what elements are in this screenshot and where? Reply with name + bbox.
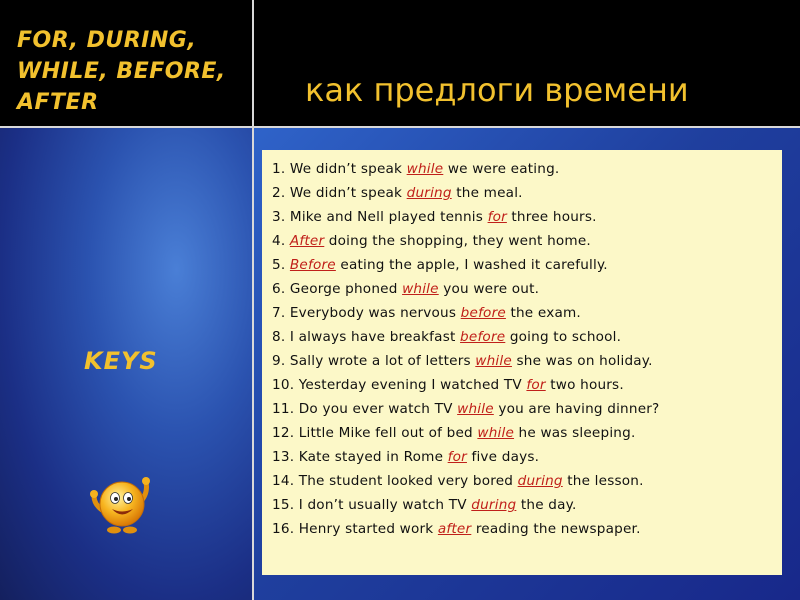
answer-text: 16. Henry started work [272, 521, 438, 537]
smiley-icon [88, 470, 158, 540]
answer-line [272, 445, 782, 469]
answer-text: she was on holiday. [511, 353, 653, 369]
answer-text: 12. Little Mike fell out of bed [272, 425, 478, 441]
answer-keyword: while [477, 425, 515, 441]
answer-line [272, 397, 782, 421]
answer-text: 1. We didn’t speak [272, 161, 407, 177]
answer-line [272, 421, 782, 445]
answer-keyword: before [460, 329, 506, 345]
answer-keyword: After [289, 233, 325, 249]
answer-text: eating the apple, I washed it carefully. [335, 257, 608, 273]
answer-line [272, 301, 782, 325]
answer-text: 2. We didn’t speak [272, 185, 407, 201]
keys-label: KEYS [84, 347, 158, 375]
answer-text: 13. Kate stayed in Rome [272, 449, 448, 465]
answer-text: 8. I always have breakfast [272, 329, 461, 345]
answer-line [272, 493, 782, 517]
answer-line [272, 157, 782, 181]
answer-text: 7. Everybody was nervous [272, 305, 461, 321]
answer-text: reading the newspaper. [471, 521, 641, 537]
answer-text: you were out. [438, 281, 540, 297]
answer-text: 10. Yesterday evening I watched TV [272, 377, 527, 393]
slide-title: FOR, DURING, WHILE, BEFORE, AFTER [17, 28, 226, 115]
answer-line [272, 349, 782, 373]
answer-keyword: while [475, 353, 512, 369]
answer-text: 3. Mike and Nell played tennis [272, 209, 488, 225]
answer-text: 4. [272, 233, 290, 249]
answer-text: 15. I don’t usually watch TV [272, 497, 472, 513]
answer-text: 5. [272, 257, 290, 273]
answer-text: the exam. [505, 305, 581, 321]
answer-line [272, 205, 782, 229]
answer-text: the meal. [451, 185, 523, 201]
answer-keyword: while [406, 161, 444, 177]
answer-keyword: for [447, 449, 467, 465]
vertical-divider [252, 0, 254, 600]
answer-line [272, 181, 782, 205]
answer-key-box [262, 150, 782, 575]
answer-line [272, 253, 782, 277]
answer-keyword: during [517, 473, 563, 489]
answer-text: he was sleeping. [514, 425, 636, 441]
smiley-icon-svg [88, 470, 158, 540]
slide-subtitle: как предлоги времени [305, 71, 689, 109]
answer-text: the lesson. [562, 473, 644, 489]
answer-keyword: during [406, 185, 452, 201]
answer-line [272, 373, 782, 397]
answer-text: 9. Sally wrote a lot of letters [272, 353, 476, 369]
answer-keyword: for [526, 377, 546, 393]
answer-keyword: Before [289, 257, 336, 273]
answer-text: three hours. [506, 209, 597, 225]
answer-keyword: for [487, 209, 507, 225]
answer-text: doing the shopping, they went home. [324, 233, 591, 249]
answer-text: going to school. [505, 329, 622, 345]
title-panel [0, 0, 252, 126]
answer-keyword: before [460, 305, 506, 321]
answer-text: 11. Do you ever watch TV [272, 401, 458, 417]
answer-text: two hours. [545, 377, 624, 393]
answer-line [272, 229, 782, 253]
answer-keyword: after [437, 521, 472, 537]
answer-text: the day. [516, 497, 577, 513]
answer-text: you are having dinner? [493, 401, 660, 417]
answer-text: five days. [466, 449, 540, 465]
answer-keyword: while [402, 281, 439, 297]
answer-line [272, 277, 782, 301]
answer-text: 14. The student looked very bored [272, 473, 518, 489]
answer-line [272, 469, 782, 493]
answer-line [272, 325, 782, 349]
answer-text: we were eating. [443, 161, 560, 177]
answer-text: 6. George phoned [272, 281, 403, 297]
answer-line [272, 517, 782, 541]
answer-keyword: while [457, 401, 494, 417]
horizontal-divider [0, 126, 800, 128]
answer-keyword: during [471, 497, 517, 513]
